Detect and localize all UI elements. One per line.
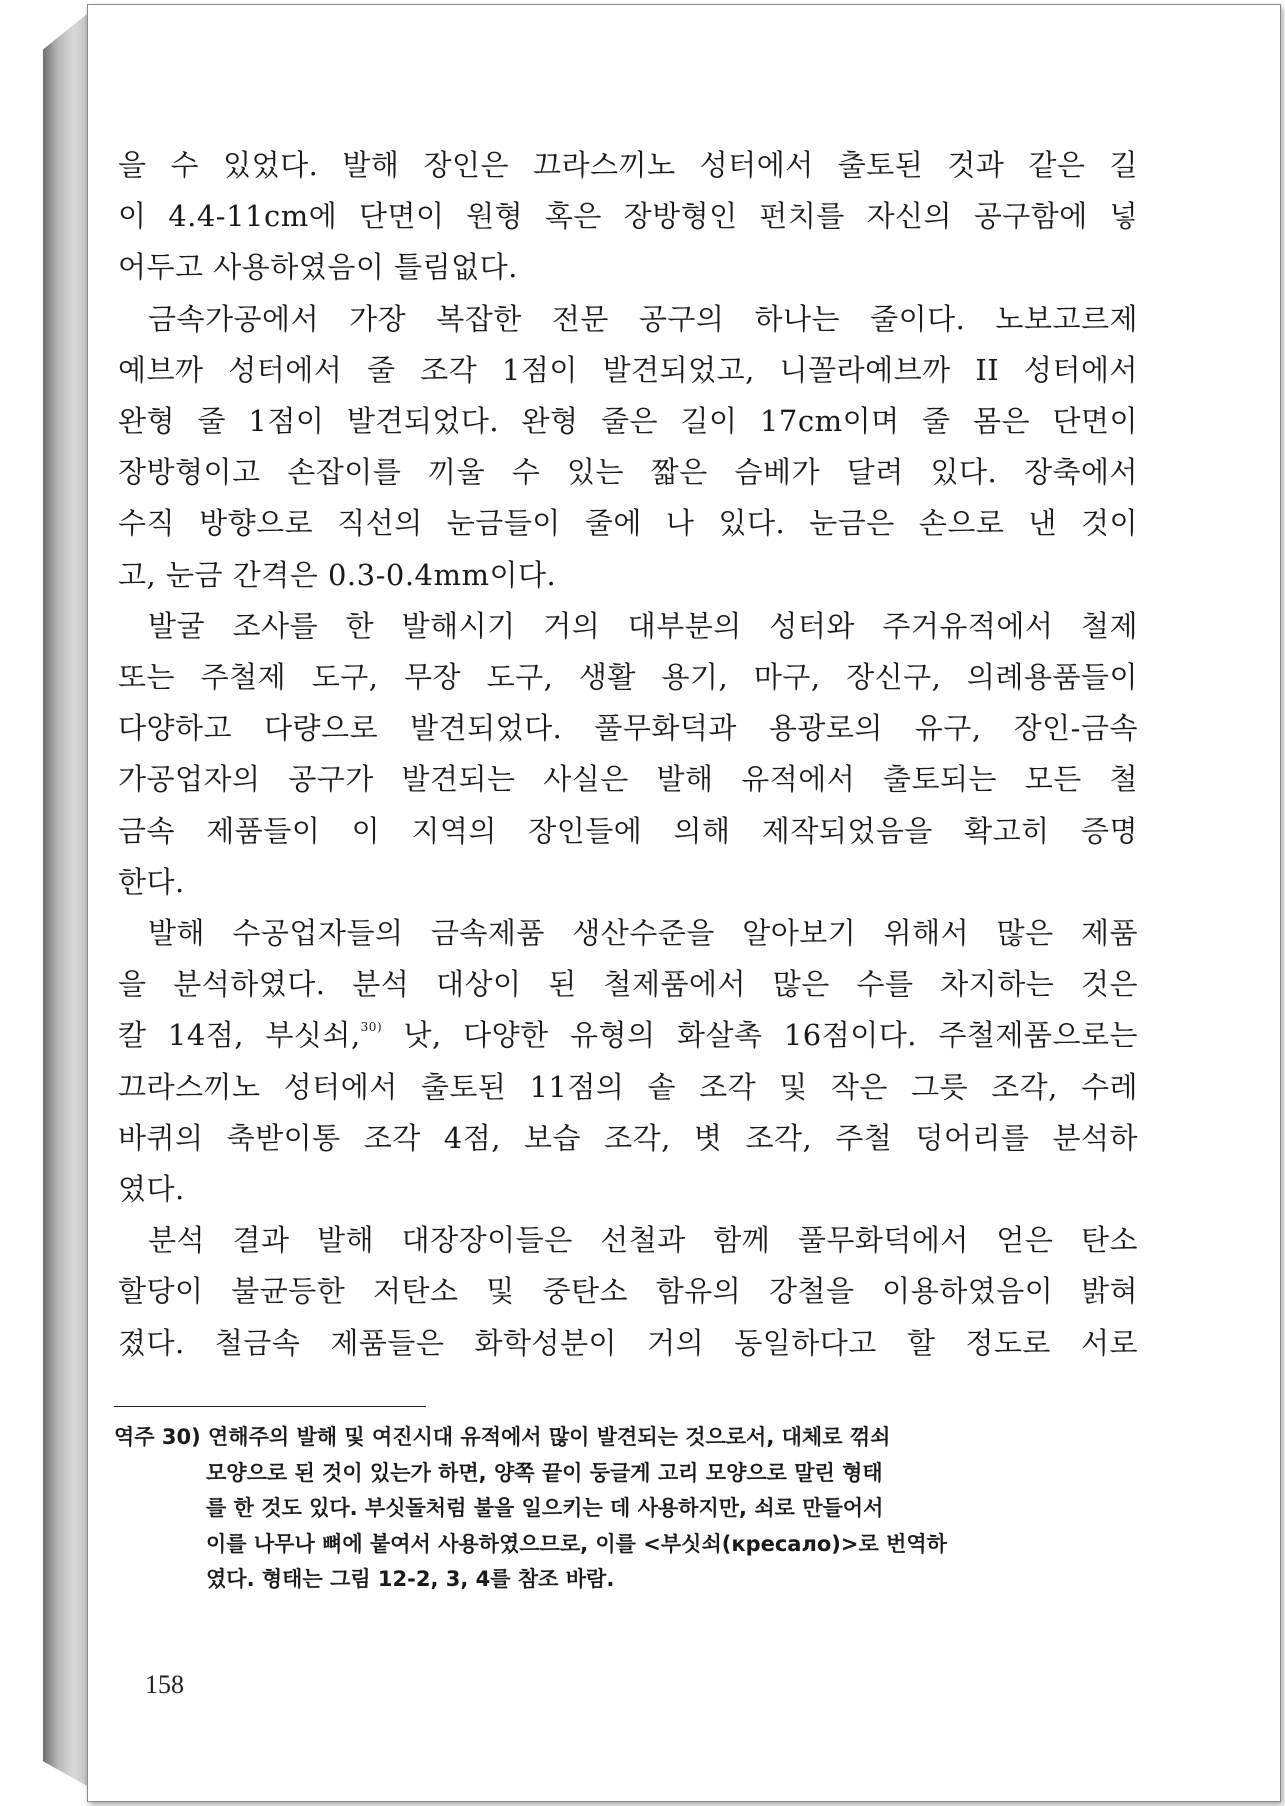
page-number: 158 [145,1670,184,1699]
text-line: 발굴 조사를 한 발해시기 거의 대부분의 성터와 주거유적에서 철제 [148,608,1138,643]
text-line: 가공업자의 공구가 발견되는 사실은 발해 유적에서 출토되는 모든 철 [118,762,1138,797]
text-line: 을 수 있었다. 발해 장인은 끄라스끼노 성터에서 출토된 것과 같은 길 [118,148,1138,182]
text-line: 한다. [118,864,185,899]
footnote-reference[interactable]: 30) [360,1020,383,1035]
text-line: 수직 방향으로 직선의 눈금들이 줄에 나 있다. 눈금은 손으로 낸 것이 [118,506,1138,541]
paragraph-5 [118,1215,1138,1369]
text-line: 바퀴의 축받이통 조각 4점, 보습 조각, 볏 조각, 주철 덩어리를 분석하 [118,1120,1138,1155]
paragraph-2 [118,294,1138,601]
text-line: 을 분석하였다. 분석 대상이 된 철제품에서 많은 수를 차지하는 것은 [118,967,1138,1002]
paragraph-3 [118,601,1138,908]
paragraph-1 [118,140,1138,294]
text-line: 할당이 불균등한 저탄소 및 중탄소 함유의 강철을 이용하였음이 밝혀 [118,1274,1138,1309]
text-line: 예브까 성터에서 줄 조각 1점이 발견되었고, 니꼴라예브까 II 성터에서 [118,352,1138,387]
text-segment: 칼 14점, 부싯쇠, [118,1018,361,1053]
text-segment: 낫, 다양한 유형의 화살촉 16점이다. 주철제품으로는 [403,1018,1138,1053]
text-line: 완형 줄 1점이 발견되었다. 완형 줄은 길이 17cm이며 줄 몸은 단면이 [118,404,1138,439]
paragraph-4 [118,908,1138,1215]
text-line: 졌다. 철금속 제품들은 화학성분이 거의 동일하다고 할 정도로 서로 [118,1325,1138,1360]
text-line: 다양하고 다량으로 발견되었다. 풀무화덕과 용광로의 유구, 장인-금속 [118,711,1138,746]
text-line: 이 4.4-11cm에 단면이 원형 혹은 장방형인 펀치를 자신의 공구함에 넣 [118,199,1138,234]
text-line: 였다. [118,1172,185,1207]
text-line: 어두고 사용하였음이 틀림없다. [118,250,518,285]
text-line-with-footnote [118,1010,1138,1061]
text-line: 금속가공에서 가장 복잡한 전문 공구의 하나는 줄이다. 노보고르제 [148,301,1138,336]
footnote-line: 모양으로 된 것이 있는가 하면, 양쪽 끝이 둥글게 고리 모양으로 말린 형태 [206,1460,883,1485]
footnote-line: 이를 나무나 뼈에 붙여서 사용하였으므로, 이를 <부싯쇠(кресало)>로 번역하 [206,1531,947,1556]
book-spine-edge [43,14,87,1786]
footnote-divider [114,1406,426,1407]
footnote-line: 였다. 형태는 그림 12-2, 3, 4를 참조 바람. [206,1567,615,1591]
text-line: 장방형이고 손잡이를 끼울 수 있는 짧은 슴베가 달려 있다. 장축에서 [118,455,1138,490]
text-line: 분석 결과 발해 대장장이들은 선철과 함께 풀무화덕에서 얻은 탄소 [148,1223,1138,1258]
text-line: 고, 눈금 간격은 0.3-0.4mm이다. [118,557,557,592]
text-line: 또는 주철제 도구, 무장 도구, 생활 용기, 마구, 장신구, 의례용품들이 [118,660,1138,695]
footnote-line: 역주 30) 연해주의 발해 및 여진시대 유적에서 많이 발견되는 것으로서, 대체로 꺾쇠 [114,1425,891,1449]
body-text [118,140,1138,1369]
footnote-line: 를 한 것도 있다. 부싯돌처럼 불을 일으키는 데 사용하지만, 쇠로 만들어서 [206,1496,884,1520]
text-line: 발해 수공업자들의 금속제품 생산수준을 알아보기 위해서 많은 제품 [148,916,1138,951]
text-line: 금속 제품들이 이 지역의 장인들에 의해 제작되었음을 확고히 증명 [118,813,1138,848]
footnote [114,1420,1138,1598]
text-line: 끄라스끼노 성터에서 출토된 11점의 솥 조각 및 작은 그릇 조각, 수레 [118,1069,1138,1104]
